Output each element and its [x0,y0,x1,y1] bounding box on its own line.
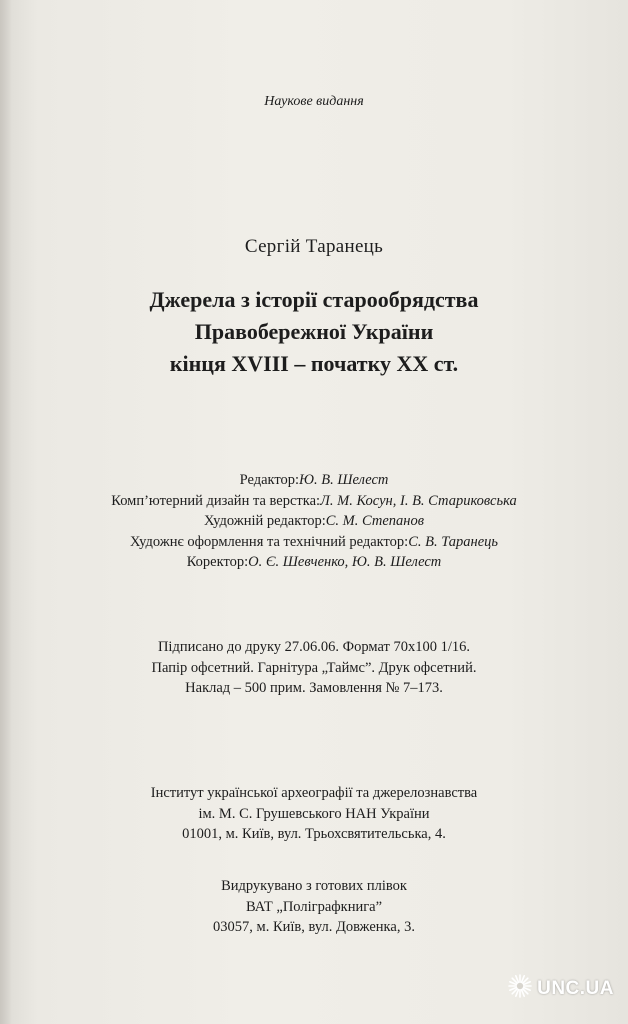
publication-line: Папір офсетний. Гарнітура „Таймс”. Друк офсетний. [151,659,477,676]
publication-line: Підписано до друку 27.06.06. Формат 70х100 1/16. [157,639,471,655]
title-line: Джерела з історії старообрядства [149,287,479,312]
credit-names: О. Є. Шевченко, Ю. В. Шелест [248,554,442,570]
credit-editor [0,470,628,491]
watermark [507,973,614,1004]
institute-line: 01001, м. Київ, вул. Трьохсвятительська, 4. [182,826,446,842]
printer-line: Видрукувано з готових плівок [221,878,407,894]
title-line: Правобережної України [194,319,434,344]
credit-role: Художній редактор: [203,513,326,529]
credit-role: Коректор: [186,554,249,570]
credit-role: Художнє оформлення та технічний редактор: [129,533,409,550]
series-label: Наукове видання [264,94,364,109]
institute-line: Інститут української археографії та джерелознавства [150,785,478,801]
credit-names: Л. М. Косун, І. В. Стариковська [320,492,517,509]
publication-line: Наклад – 500 прим. Замовлення № 7–173. [185,680,443,696]
credits-block [0,470,628,573]
printer-line: ВАТ „Поліграфкнига” [245,898,383,915]
institute-line: ім. М. С. Грушевського НАН України [198,805,430,822]
credit-names: С. М. Степанов [325,513,425,529]
book-title [0,284,628,380]
printer-info [0,876,628,938]
watermark-text: UNC.UA [537,977,614,999]
sunburst-logo-icon [507,973,533,1004]
credit-role: Редактор: [239,472,300,488]
credit-names: С. В. Таранець [408,533,499,550]
credit-role: Комп’ютерний дизайн та верстка: [111,492,321,509]
credit-layout [0,491,628,512]
credit-design-tech-editor [0,532,628,553]
title-line: кінця XVIII – початку XX ст. [169,351,459,376]
institute-info [0,783,628,845]
credit-art-editor [0,511,628,532]
credit-proofreader [0,552,628,573]
credit-names: Ю. В. Шелест [299,472,389,488]
publication-info [0,637,628,699]
author-name: Сергій Таранець [244,236,384,257]
printer-line: 03057, м. Київ, вул. Довженка, 3. [213,919,415,935]
